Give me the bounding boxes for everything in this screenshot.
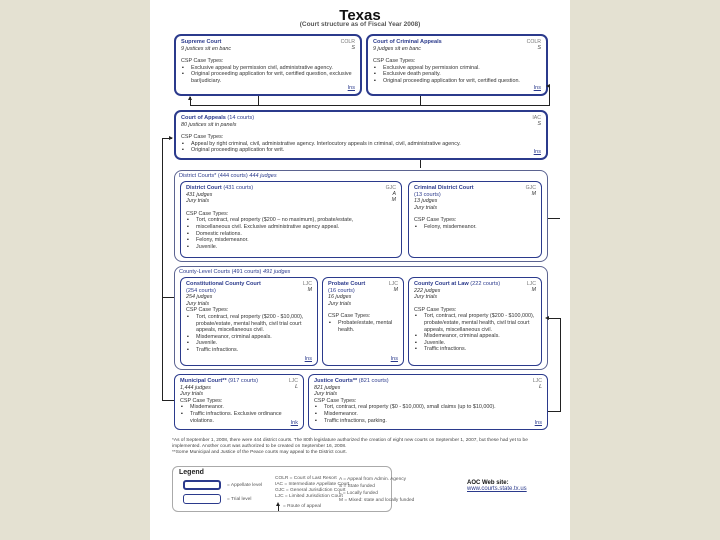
case-type: ▪ Traffic infractions. <box>186 347 312 354</box>
aoc-website <box>467 480 527 492</box>
court-code: LJC L <box>288 378 298 390</box>
ins-link[interactable]: Ins <box>304 356 312 363</box>
appeal-route-line <box>548 318 560 319</box>
group-title: District Courts* (444 courts) 444 judges <box>179 173 277 179</box>
route-of-appeal-arrow-icon <box>545 316 549 320</box>
case-type: ▪ Traffic infractions. <box>414 346 536 353</box>
court-judges: 222 judges <box>414 287 441 294</box>
route-of-appeal-arrow-icon <box>188 96 192 100</box>
case-type-list <box>328 320 398 333</box>
court-name: Constitutional County Court <box>186 281 261 287</box>
criminal-appeals-box <box>366 34 548 96</box>
case-type-list <box>373 65 541 85</box>
trial-level-label: = Trial level <box>227 497 252 502</box>
case-type-list <box>414 224 536 231</box>
court-count: (13 courts) <box>414 191 441 198</box>
court-judges: 16 judges <box>328 294 352 301</box>
case-type: ▪ Exclusive death penalty. <box>373 71 541 78</box>
legend <box>172 466 415 512</box>
court-code: GJC M <box>525 185 536 197</box>
case-type-list <box>181 141 541 154</box>
funding-key: A = Appeal from Admin. Agency S = State funded L = Locally funded M = Mixed: state and locally funded <box>339 477 415 503</box>
footnote-2: **Some Municipal and Justice of the Peace courts may appeal to the District court. <box>172 450 347 456</box>
appeal-route-line <box>162 298 163 401</box>
footnotes <box>172 438 557 457</box>
court-code: IAC S <box>532 115 541 127</box>
csp-label: CSP Case Types: <box>414 306 457 313</box>
ins-link[interactable]: Ins <box>347 85 355 92</box>
case-type-list <box>414 313 536 353</box>
court-count: (254 courts) <box>186 287 216 294</box>
footnote-1: *As of September 1, 2008, there were 444 district courts. The 80th legislature authorized the creation of eight new courts on September 1, 2007, but these had yet to be implemented. Another court was authorized to be created on September 16, 2008. <box>172 438 528 450</box>
legend-title: Legend <box>179 469 204 476</box>
case-type: ▪ Felony, misdemeanor. <box>414 224 536 231</box>
court-name: District Court (431 courts) <box>186 185 254 191</box>
case-type: ▪ Traffic infractions, parking. <box>314 418 542 425</box>
case-type: ▪ Juvenile. <box>186 340 312 347</box>
court-judges: 9 judges sit en banc <box>373 45 421 52</box>
case-type: ▪ Misdemeanor, criminal appeals. <box>414 333 536 340</box>
case-type: ▪ Juvenile. <box>186 244 396 251</box>
court-code-key: COLR = Court of Last Resort IAC = Intermediate Appellate Court GJC = General Jurisdiction Court LJC = Limited Jurisdiction Court <box>275 476 350 499</box>
case-type: ▪ Tort, contract, real property ($0 - $10,000), small claims (up to $10,000). <box>314 404 542 411</box>
court-trials: Jury trials <box>414 294 438 301</box>
court-name: County Court at Law (222 courts) <box>414 281 501 287</box>
case-type: ▪ Original proceeding application for writ, certified question. <box>373 78 541 85</box>
route-of-appeal-label: = Route of appeal <box>283 504 322 509</box>
court-name: Municipal Court** (917 courts) <box>180 378 259 384</box>
csp-label: CSP Case Types: <box>328 313 371 320</box>
case-type: ▪ Exclusive appeal by permission civil, administrative agency. <box>181 65 355 72</box>
court-trials: Jury trials <box>328 300 352 307</box>
ins-link[interactable]: Ins <box>534 420 542 427</box>
supreme-court-box <box>174 34 362 96</box>
appeal-route-line <box>420 96 421 106</box>
case-type: ▪ Tort, contract, real property ($200 - $100,000), probate/estate, mental health, civil trial court appeals, miscellaneous civil. <box>414 313 536 333</box>
route-of-appeal-arrow-stem <box>278 505 279 511</box>
court-trials: Jury trials <box>180 391 204 398</box>
municipal-court-box <box>174 374 304 430</box>
csp-label: CSP Case Types: <box>180 397 223 404</box>
court-judges: 254 judges <box>186 294 213 301</box>
case-type-list <box>314 404 542 424</box>
court-code: LJC M <box>526 281 536 293</box>
page-title: Texas <box>339 7 381 24</box>
appeal-route-line <box>549 86 550 106</box>
ink-link[interactable]: Ink <box>290 420 298 427</box>
probate-court-box <box>322 277 404 366</box>
appeal-route-line <box>162 138 163 298</box>
case-type: ▪ Misdemeanor. <box>314 411 542 418</box>
appeal-route-line <box>190 105 550 106</box>
district-court-box <box>180 181 402 258</box>
court-code: LJC M <box>302 281 312 293</box>
court-structure-page <box>150 0 570 540</box>
court-count: (16 courts) <box>328 287 355 294</box>
case-type: ▪ Juvenile. <box>414 340 536 347</box>
ins-link[interactable]: Ins <box>390 356 398 363</box>
case-type: ▪ Misdemeanor. <box>180 404 298 411</box>
constitutional-county-court-box <box>180 277 318 366</box>
appeal-route-line <box>548 411 560 412</box>
court-name: Probate Court <box>328 281 366 287</box>
case-type: ▪ Appeal by right criminal, civil, administrative agency. Interlocutory appeals in criminal, civil, administrative agency. <box>181 141 541 148</box>
court-code: COLR S <box>526 39 541 51</box>
case-type: ▪ Exclusive appeal by permission criminal. <box>373 65 541 72</box>
csp-label: CSP Case Types: <box>186 307 229 314</box>
court-code: COLR S <box>340 39 355 51</box>
court-trials: Jury trials <box>414 204 438 211</box>
court-name: Court of Appeals (14 courts) <box>181 115 255 121</box>
appeal-route-line <box>560 318 561 412</box>
aoc-label: AOC Web site: <box>467 480 509 486</box>
appellate-level-label: = Appellate level <box>227 483 263 488</box>
case-type: ▪ Felony, misdemeanor. <box>186 237 396 244</box>
court-judges: 80 justices sit in panels <box>181 121 237 128</box>
case-type-list <box>186 314 312 354</box>
trial-level-swatch <box>183 494 221 504</box>
route-of-appeal-arrow-icon <box>546 84 550 88</box>
court-judges: 9 justices sit en banc <box>181 45 232 52</box>
court-code: LJC L <box>532 378 542 390</box>
criminal-district-court-box <box>408 181 542 258</box>
court-judges: 821 judges <box>314 384 341 391</box>
csp-label: CSP Case Types: <box>414 217 457 224</box>
case-type: ▪ Misdemeanor, criminal appeals. <box>186 334 312 341</box>
case-type-list <box>186 217 396 250</box>
court-of-appeals-box <box>174 110 548 160</box>
court-judges: 13 judges <box>414 198 438 205</box>
case-type: ▪ Tort, contract, real property ($200 – no maximum), probate/estate, <box>186 217 396 224</box>
court-name: Criminal District Court <box>414 185 474 191</box>
page-subtitle: (Court structure as of Fiscal Year 2008) <box>299 21 421 28</box>
court-judges: 431 judges <box>186 191 213 198</box>
case-type-list <box>181 65 355 85</box>
court-name: Court of Criminal Appeals <box>373 39 442 45</box>
case-type: ▪ Probate/estate, mental health. <box>328 320 398 333</box>
court-name: Supreme Court <box>181 39 222 45</box>
csp-label: CSP Case Types: <box>186 210 229 217</box>
court-judges: 1,444 judges <box>180 384 211 391</box>
case-type: ▪ Tort, contract, real property ($200 - $10,000), probate/estate, mental health, civil trial court appeals, miscellaneous civil. <box>186 314 312 334</box>
court-name: Justice Courts** (821 courts) <box>314 378 389 384</box>
case-type-list <box>180 404 298 424</box>
court-trials: Jury trials <box>186 198 210 205</box>
justice-courts-box <box>308 374 548 430</box>
county-court-at-law-box <box>408 277 542 366</box>
case-type: ▪ Traffic infractions. Exclusive ordinance violations. <box>180 411 298 424</box>
ins-link[interactable]: Ins <box>533 85 541 92</box>
aoc-link[interactable]: www.courts.state.tx.us <box>467 486 527 492</box>
csp-label: CSP Case Types: <box>373 58 416 65</box>
case-type: ▪ miscellaneous civil. Exclusive administrative agency appeal. <box>186 224 396 231</box>
route-of-appeal-arrow-icon <box>169 136 173 140</box>
csp-label: CSP Case Types: <box>181 58 224 65</box>
court-code: GJC A M <box>385 185 396 203</box>
appeal-route-line <box>548 218 560 219</box>
case-type: ▪ Original proceeding application for writ, certified question, exclusive bar/judiciary. <box>181 71 355 84</box>
case-type: ▪ Original proceeding application for writ. <box>181 147 541 154</box>
court-trials: Jury trials <box>186 300 210 307</box>
csp-label: CSP Case Types: <box>181 134 224 141</box>
group-title: County-Level Courts (491 courts) 491 judges <box>179 269 291 275</box>
ins-link[interactable]: Ins <box>533 149 541 156</box>
appeal-route-line <box>420 160 421 168</box>
court-code: LJC M <box>388 281 398 293</box>
csp-label: CSP Case Types: <box>314 397 357 404</box>
appellate-level-swatch <box>183 480 221 490</box>
court-trials: Jury trials <box>314 391 338 398</box>
case-type: ▪ Domestic relations. <box>186 231 396 238</box>
appeal-route-line <box>258 96 259 106</box>
